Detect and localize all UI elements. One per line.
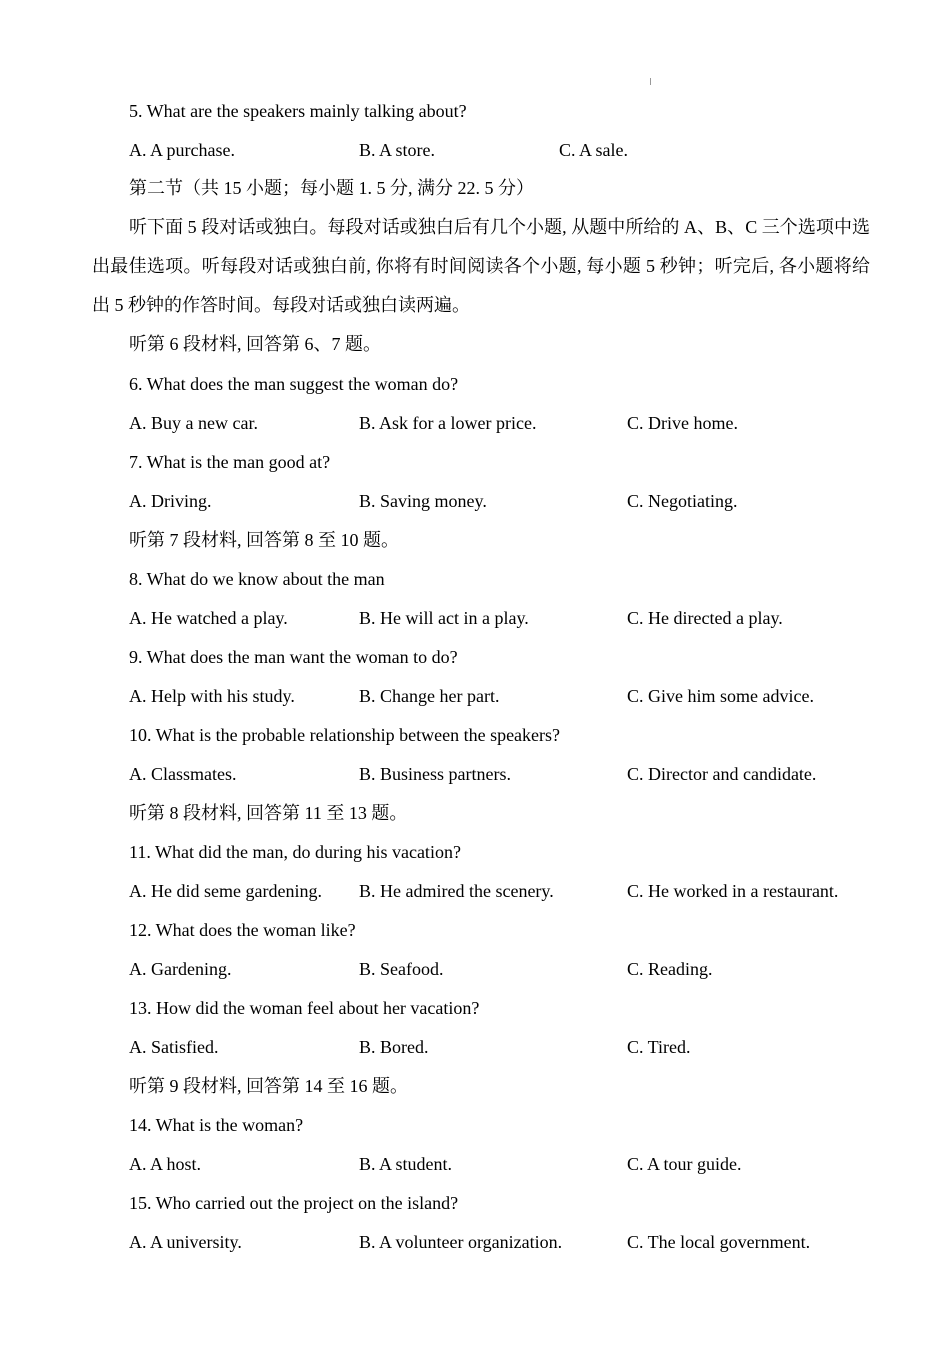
q14-option-b: B. A student. [359, 1154, 453, 1174]
q11-option-a: A. He did seme gardening. [129, 881, 322, 901]
q11-option-b: B. He admired the scenery. [359, 881, 554, 901]
q12-option-c: C. Reading. [627, 959, 713, 979]
q8-option-b: B. He will act in a play. [359, 608, 529, 628]
q14-option-a: A. A host. [129, 1154, 202, 1174]
scan-mark [650, 78, 651, 85]
q11-option-c: C. He worked in a restaurant. [627, 881, 839, 901]
q10-option-b: B. Business partners. [359, 764, 511, 784]
material-7-label: 听第 7 段材料, 回答第 8 至 10 题。 [129, 530, 399, 550]
q6-option-a: A. Buy a new car. [129, 413, 258, 433]
section-instructions: 听下面 5 段对话或独白。每段对话或独白后有几个小题, 从题中所给的 A、B、C 三个选项中选出最佳选项。听每段对话或独白前, 你将有时间阅读各个小题, 每小题 5 秒钟；听完后, 各小题将给出 5 秒钟的作答时间。每段对话或独白读两遍。 [92, 217, 870, 315]
q15-option-c: C. The local government. [627, 1232, 811, 1252]
material-8-label: 听第 8 段材料, 回答第 11 至 13 题。 [129, 803, 408, 823]
q6-option-b: B. Ask for a lower price. [359, 413, 537, 433]
question-14: 14. What is the woman? [129, 1115, 304, 1135]
q12-option-b: B. Seafood. [359, 959, 444, 979]
q8-option-c: C. He directed a play. [627, 608, 783, 628]
question-15: 15. Who carried out the project on the island? [129, 1193, 459, 1213]
q6-option-c: C. Drive home. [627, 413, 738, 433]
q15-option-a: A. A university. [129, 1232, 242, 1252]
question-8: 8. What do we know about the man [129, 569, 385, 589]
q8-option-a: A. He watched a play. [129, 608, 288, 628]
q7-option-a: A. Driving. [129, 491, 212, 511]
question-5: 5. What are the speakers mainly talking about? [129, 101, 467, 121]
q10-option-a: A. Classmates. [129, 764, 237, 784]
q15-option-b: B. A volunteer organization. [359, 1232, 563, 1252]
material-6-label: 听第 6 段材料, 回答第 6、7 题。 [129, 334, 381, 354]
question-9: 9. What does the man want the woman to do? [129, 647, 458, 667]
q5-option-c: C. A sale. [559, 140, 629, 160]
question-7: 7. What is the man good at? [129, 452, 331, 472]
q7-option-b: B. Saving money. [359, 491, 487, 511]
section-heading: 第二节（共 15 小题；每小题 1. 5 分, 满分 22. 5 分） [129, 178, 534, 198]
q9-option-a: A. Help with his study. [129, 686, 295, 706]
q13-option-b: B. Bored. [359, 1037, 429, 1057]
question-6: 6. What does the man suggest the woman do? [129, 374, 459, 394]
question-12: 12. What does the woman like? [129, 920, 356, 940]
q10-option-c: C. Director and candidate. [627, 764, 817, 784]
q7-option-c: C. Negotiating. [627, 491, 738, 511]
question-10: 10. What is the probable relationship between the speakers? [129, 725, 561, 745]
q9-option-b: B. Change her part. [359, 686, 500, 706]
q12-option-a: A. Gardening. [129, 959, 232, 979]
question-11: 11. What did the man, do during his vacation? [129, 842, 461, 862]
q13-option-c: C. Tired. [627, 1037, 691, 1057]
q9-option-c: C. Give him some advice. [627, 686, 814, 706]
q13-option-a: A. Satisfied. [129, 1037, 219, 1057]
q5-option-a: A. A purchase. [129, 140, 235, 160]
material-9-label: 听第 9 段材料, 回答第 14 至 16 题。 [129, 1076, 408, 1096]
q5-option-b: B. A store. [359, 140, 436, 160]
q14-option-c: C. A tour guide. [627, 1154, 742, 1174]
question-13: 13. How did the woman feel about her vacation? [129, 998, 480, 1018]
